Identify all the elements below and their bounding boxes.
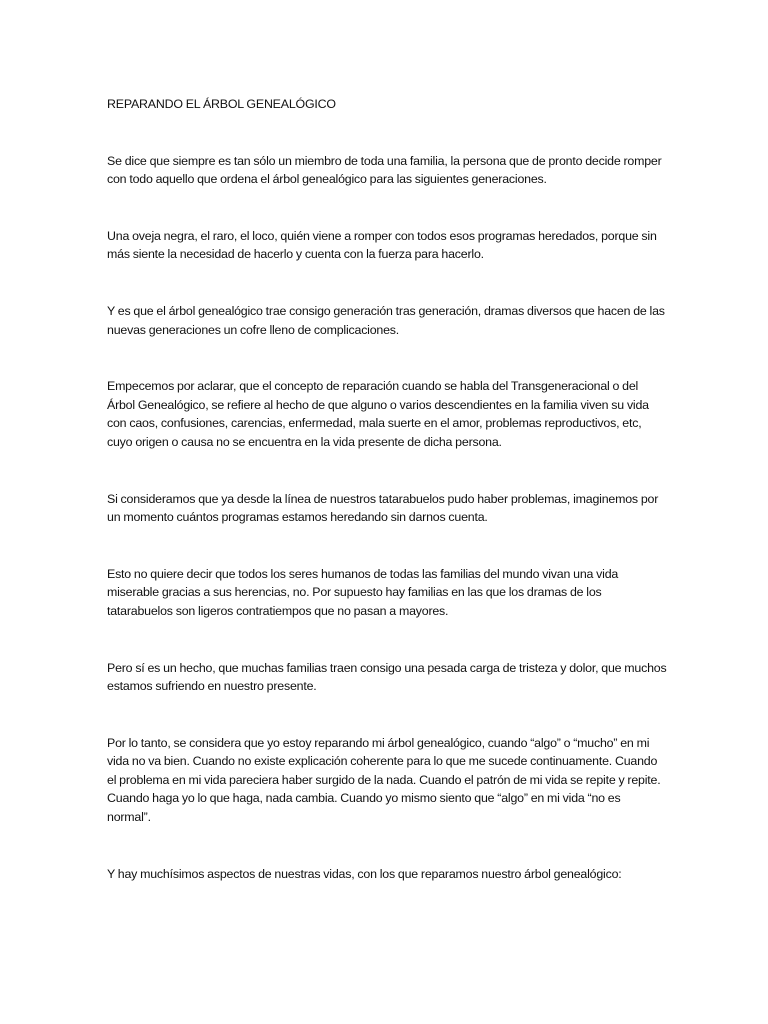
paragraph-5: Si consideramos que ya desde la línea de nuestros tatarabuelos pudo haber problemas, imaginemos por un momento cuántos programas estamos heredando sin darnos cuenta. [107,491,659,525]
paragraph-1: Se dice que siempre es tan sólo un miembro de toda una familia, la persona que de pronto decide romper con todo aquello que ordena el árbol genealógico para las siguientes generaciones. [107,153,662,187]
paragraph-9: Y hay muchísimos aspectos de nuestras vidas, con los que reparamos nuestro árbol genealógico: [107,866,622,881]
paragraph-3: Y es que el árbol genealógico trae consigo generación tras generación, dramas diversos que hacen de las nuevas generaciones un cofre lleno de complicaciones. [107,303,665,337]
paragraph-4: Empecemos por aclarar, que el concepto de reparación cuando se habla del Transgeneracional o del Árbol Genealógico, se refiere al hecho de que alguno o varios descendientes en la familia viven su vida con caos, confusiones, carencias, enfermedad, mala suerte en el amor, problemas reproductivos, etc, cuyo origen o causa no se encuentra en la vida presente de dicha persona. [107,379,649,449]
paragraph-6: Esto no quiere decir que todos los seres humanos de todas las familias del mundo vivan una vida miserable gracias a sus herencias, no. Por supuesto hay familias en las que los dramas de los tatarabuelos son ligeros contratiempos que no pasan a mayores. [107,566,619,618]
paragraph-2: Una oveja negra, el raro, el loco, quién viene a romper con todos esos programas heredados, porque sin más siente la necesidad de hacerlo y cuenta con la fuerza para hacerlo. [107,228,657,262]
paragraph-7: Pero sí es un hecho, que muchas familias traen consigo una pesada carga de tristeza y dolor, que muchos estamos sufriendo en nuestro presente. [107,660,667,694]
document-title: REPARANDO EL ÁRBOL GENEALÓGICO [107,97,336,111]
document-body [107,95,667,921]
paragraph-8: Por lo tanto, se considera que yo estoy reparando mi árbol genealógico, cuando “algo” o “mucho” en mi vida no va bien. Cuando no existe explicación coherente para lo que me sucede continuamente. Cuando el problema en mi vida pareciera haber surgido de la nada. Cuando el patrón de mi vida se repite y repite. Cuando haga yo lo que haga, nada cambia. Cuando yo mismo siento que “algo” en mi vida “no es normal”. [107,735,661,825]
